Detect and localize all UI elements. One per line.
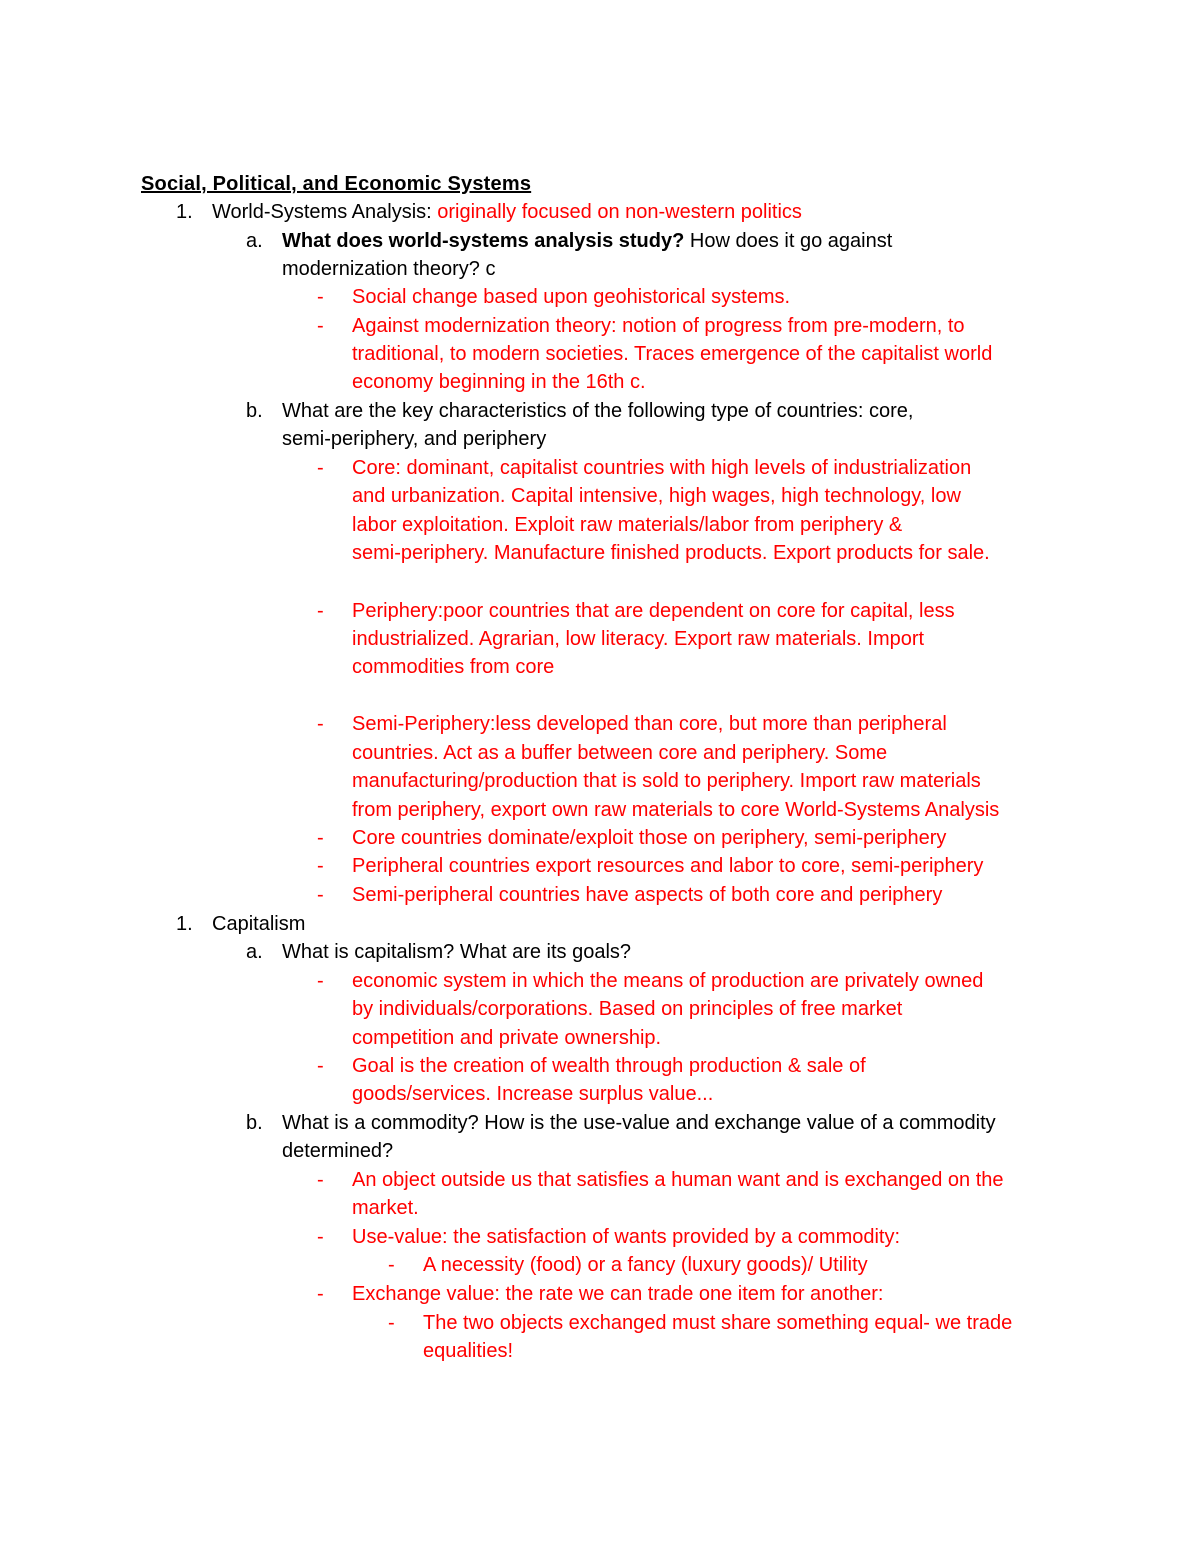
list-letter: b. xyxy=(246,1112,263,1134)
dash-marker: - xyxy=(317,884,324,906)
answer-line: from periphery, export own raw materials to core World-Systems Analysis xyxy=(352,799,1000,821)
answer-line: Goal is the creation of wealth through production & sale of xyxy=(352,1055,866,1077)
question-a-line2: modernization theory? c xyxy=(282,258,496,280)
answer-line: competition and private ownership. xyxy=(352,1027,662,1049)
answer-line: Exchange value: the rate we can trade one item for another: xyxy=(352,1283,884,1305)
dash-marker: - xyxy=(317,1283,324,1305)
question-a xyxy=(282,227,892,255)
answer-line: and urbanization. Capital intensive, high wages, high technology, low xyxy=(352,485,961,507)
list-letter: a. xyxy=(246,230,263,252)
dash-marker: - xyxy=(388,1312,395,1334)
dash-marker: - xyxy=(317,855,324,877)
sub-answer-line: The two objects exchanged must share something equal- we trade xyxy=(423,1312,1013,1334)
section-heading-world-systems xyxy=(212,198,802,226)
dash-marker: - xyxy=(317,286,324,308)
answer-line: goods/services. Increase surplus value... xyxy=(352,1083,714,1105)
answer-line: Peripheral countries export resources and labor to core, semi-periphery xyxy=(352,855,984,877)
dash-marker: - xyxy=(317,1169,324,1191)
section-heading-capitalism: Capitalism xyxy=(212,913,306,935)
answer-line: industrialized. Agrarian, low literacy. Export raw materials. Import xyxy=(352,628,925,650)
question-b: What are the key characteristics of the following type of countries: core, xyxy=(282,400,914,422)
list-letter: a. xyxy=(246,941,263,963)
answer-line: Core: dominant, capitalist countries with high levels of industrialization xyxy=(352,457,972,479)
dash-marker: - xyxy=(317,1226,324,1248)
question-b-line2: determined? xyxy=(282,1140,394,1162)
dash-marker: - xyxy=(317,1055,324,1077)
question-bold: What does world-systems analysis study? xyxy=(282,230,685,252)
question-rest: How does it go against xyxy=(684,230,893,252)
sub-answer-line: A necessity (food) or a fancy (luxury goods)/ Utility xyxy=(423,1254,868,1276)
answer-line: by individuals/corporations. Based on principles of free market xyxy=(352,998,903,1020)
dash-marker: - xyxy=(317,970,324,992)
answer-line: Periphery:poor countries that are dependent on core for capital, less xyxy=(352,600,955,622)
dash-marker: - xyxy=(317,600,324,622)
answer-line: Social change based upon geohistorical systems. xyxy=(352,286,791,308)
answer-line: Against modernization theory: notion of progress from pre-modern, to xyxy=(352,315,965,337)
question-b: What is a commodity? How is the use-value and exchange value of a commodity xyxy=(282,1112,996,1134)
dash-marker: - xyxy=(317,713,324,735)
section-label: World-Systems Analysis: xyxy=(212,201,438,223)
dash-marker: - xyxy=(317,315,324,337)
answer-line: semi-periphery. Manufacture finished products. Export products for sale. xyxy=(352,542,990,564)
answer-line: An object outside us that satisfies a human want and is exchanged on the xyxy=(352,1169,1004,1191)
answer-line: Use-value: the satisfaction of wants provided by a commodity: xyxy=(352,1226,901,1248)
list-number: 1. xyxy=(176,201,193,223)
answer-line: economic system in which the means of production are privately owned xyxy=(352,970,984,992)
answer-line: market. xyxy=(352,1197,419,1219)
page-title: Social, Political, and Economic Systems xyxy=(141,173,532,195)
sub-answer-line: equalities! xyxy=(423,1340,514,1362)
section-note: originally focused on non-western politics xyxy=(437,201,802,223)
answer-line: traditional, to modern societies. Traces emergence of the capitalist world xyxy=(352,343,993,365)
answer-line: labor exploitation. Exploit raw materials/labor from periphery & xyxy=(352,514,903,536)
answer-line: Semi-peripheral countries have aspects of both core and periphery xyxy=(352,884,943,906)
answer-line: Core countries dominate/exploit those on periphery, semi-periphery xyxy=(352,827,947,849)
answer-line: countries. Act as a buffer between core and periphery. Some xyxy=(352,742,888,764)
dash-marker: - xyxy=(317,457,324,479)
answer-line: manufacturing/production that is sold to periphery. Import raw materials xyxy=(352,770,981,792)
answer-line: Semi-Periphery:less developed than core, but more than peripheral xyxy=(352,713,947,735)
answer-line: commodities from core xyxy=(352,656,555,678)
answer-line: economy beginning in the 16th c. xyxy=(352,371,646,393)
dash-marker: - xyxy=(317,827,324,849)
question-b-line2: semi-periphery, and periphery xyxy=(282,428,547,450)
list-letter: b. xyxy=(246,400,263,422)
question-a: What is capitalism? What are its goals? xyxy=(282,941,632,963)
list-number: 1. xyxy=(176,913,193,935)
dash-marker: - xyxy=(388,1254,395,1276)
